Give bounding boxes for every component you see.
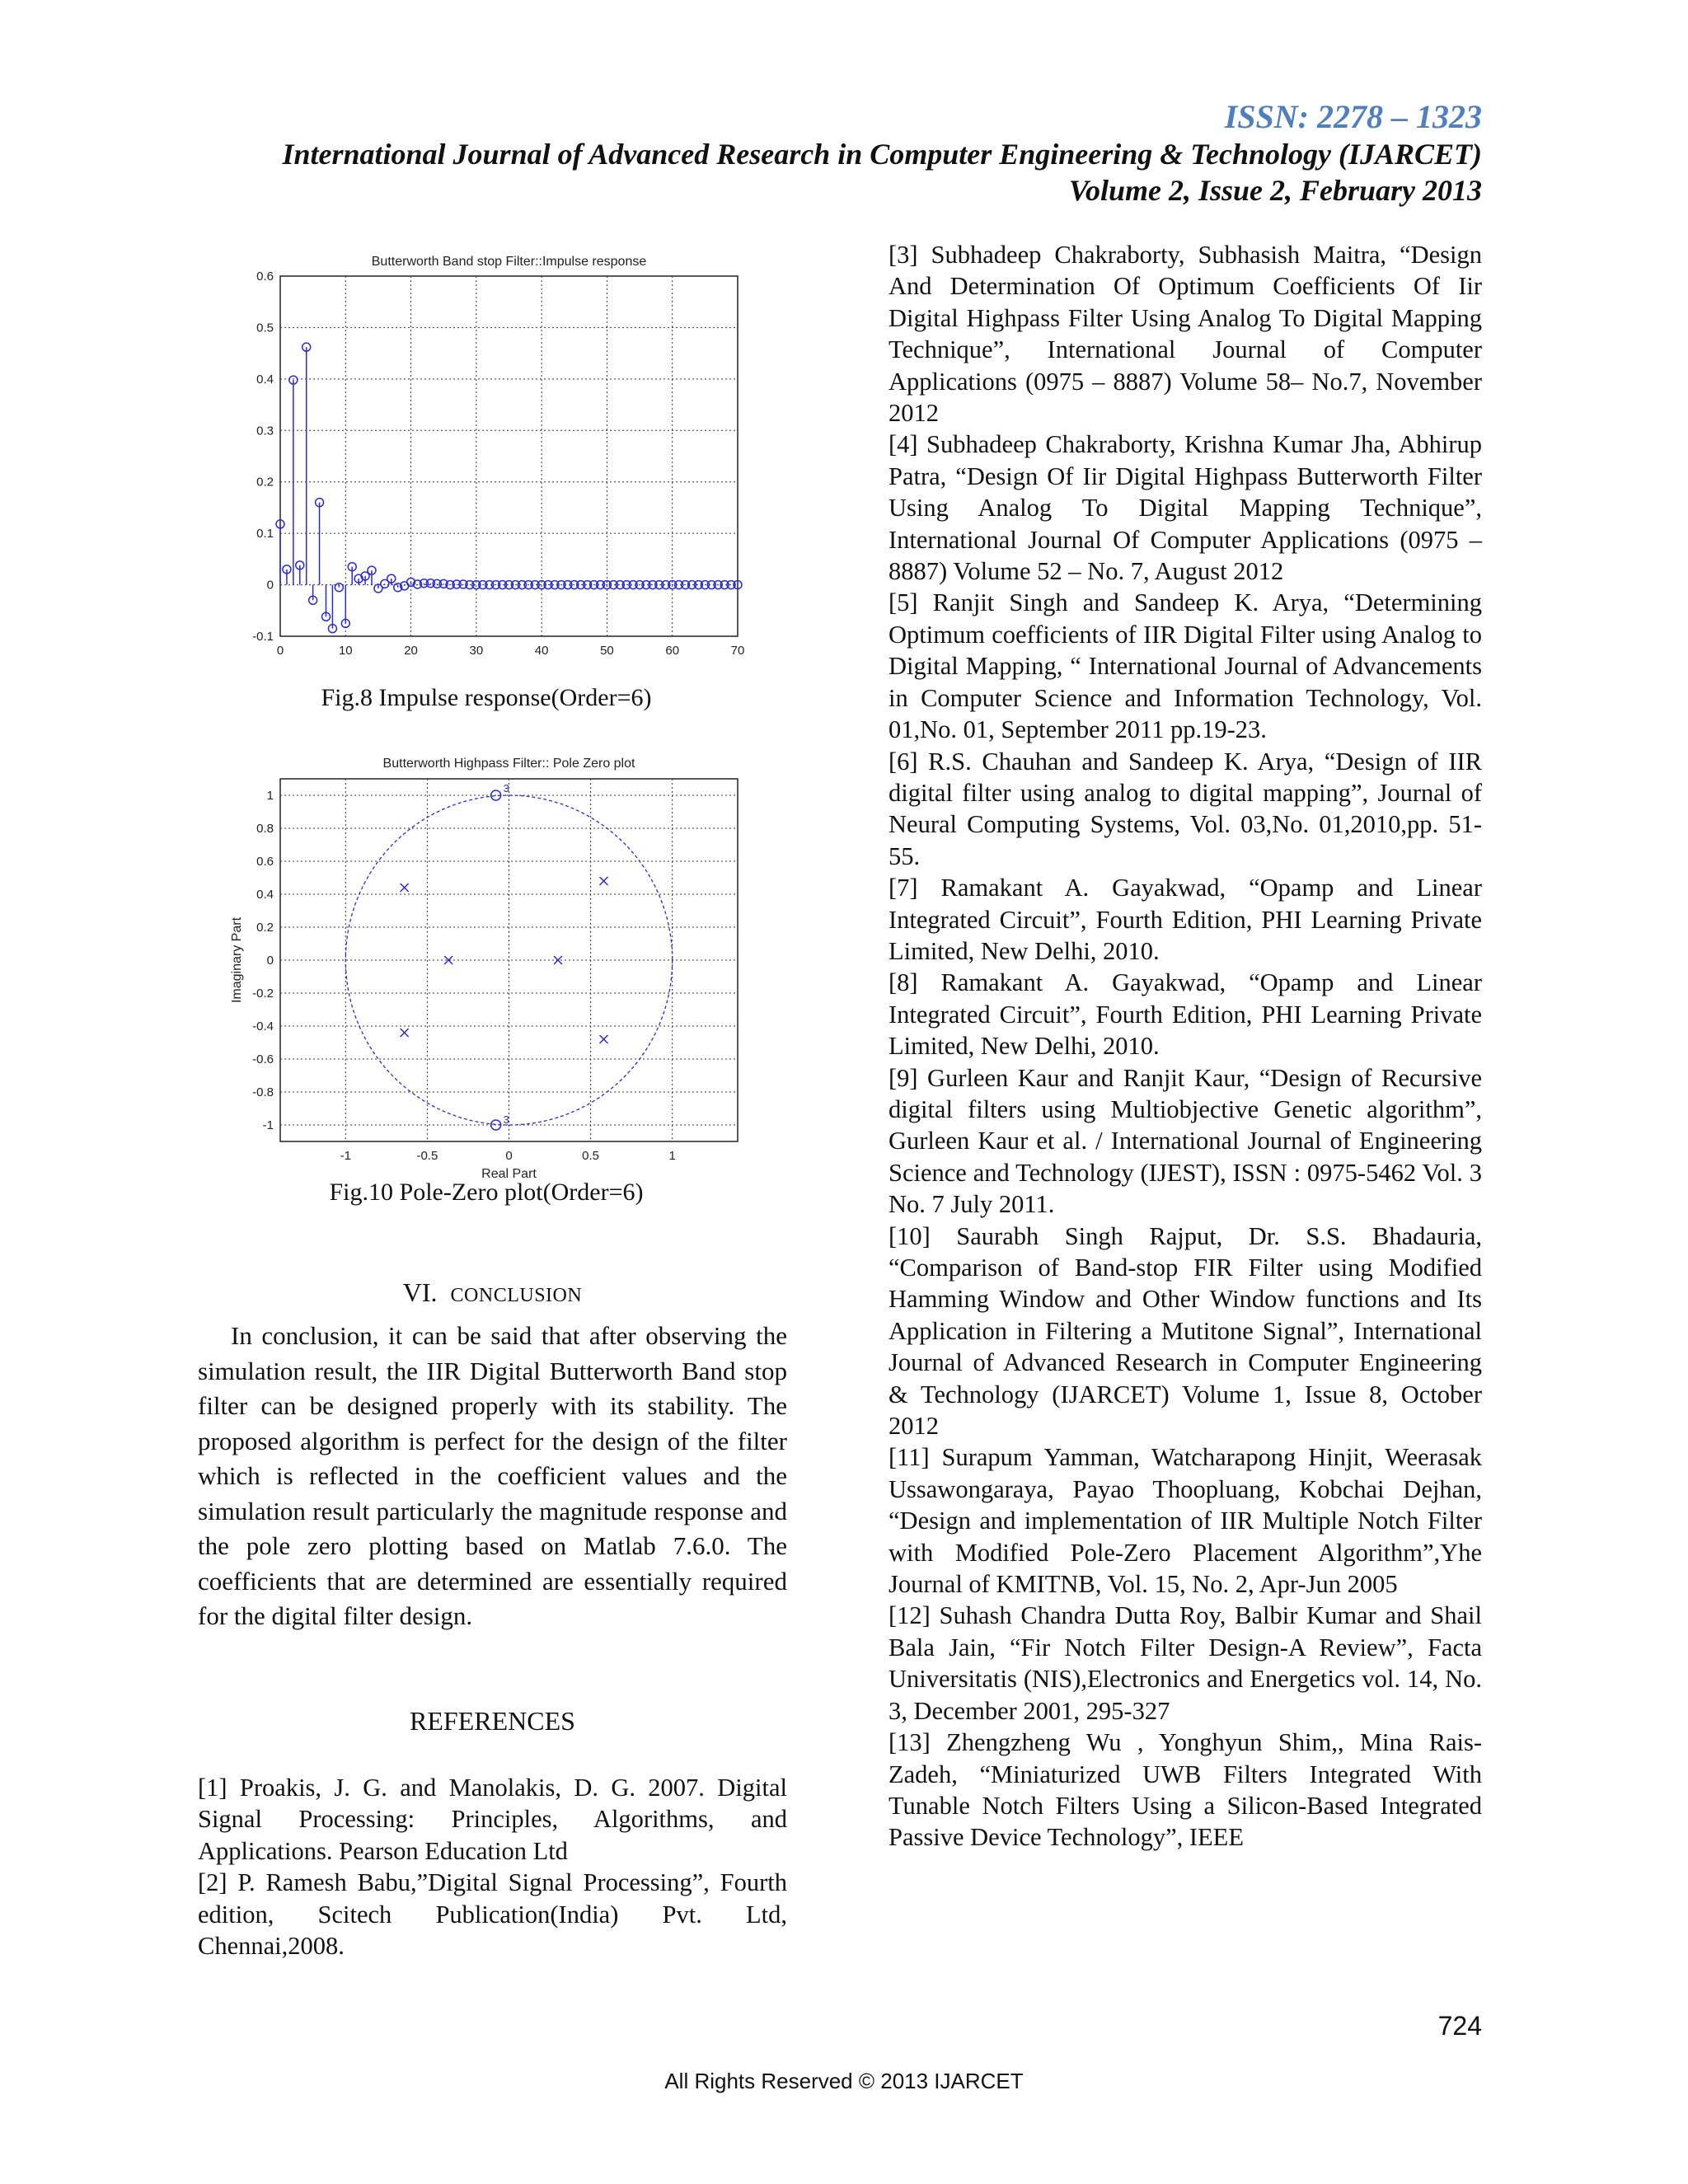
x-tick-label: 0 xyxy=(505,1149,513,1163)
conclusion-paragraph xyxy=(198,1319,787,1634)
conclusion-heading xyxy=(198,1277,787,1308)
y-tick-label: 0.4 xyxy=(256,888,274,902)
references-heading: REFERENCES xyxy=(410,1706,575,1736)
zero-multiplicity-label: 3 xyxy=(503,1113,509,1126)
y-tick-label: -0.1 xyxy=(252,630,274,644)
impulse-response-chart xyxy=(223,247,750,668)
x-tick-label: -0.5 xyxy=(416,1149,438,1163)
y-tick-label: 0 xyxy=(266,578,274,593)
y-tick-label: -0.6 xyxy=(252,1052,274,1066)
y-tick-label: 0.8 xyxy=(256,822,274,836)
y-tick-label: 0.6 xyxy=(256,269,274,284)
conclusion-text: In conclusion, it can be said that after observing the simulation result, the IIR Digital Butterworth Band stop filter can be designed properly with its stability. The proposed algorithm is perfect for the design of the filter which is reflected in the coefficient values and the simulation result particularly the magnitude response and the pole zero plotting based on Matlab 7.6.0. The coefficients that are determined are essentially required for the digital filter design. xyxy=(198,1321,787,1630)
references-right xyxy=(889,239,1482,1854)
x-tick-label: 0.5 xyxy=(582,1149,600,1163)
y-tick-label: 0.3 xyxy=(256,424,274,438)
y-tick-label: 0.4 xyxy=(256,372,274,387)
fig8-caption: Fig.8 Impulse response(Order=6) xyxy=(321,684,652,711)
reference-item: [7] Ramakant A. Gayakwad, “Opamp and Linear Integrated Circuit”, Fourth Edition, PHI Learning Private Limited, New Delhi, 2010. xyxy=(889,874,1482,965)
reference-item: [12] Suhash Chandra Dutta Roy, Balbir Kumar and Shail Bala Jain, “Fir Notch Filter Design-A Review”, Facta Universitatis (NIS),Electronics and Energetics vol. 14, No. 3, December 2001, 295-327 xyxy=(889,1601,1482,1725)
x-tick-label: 70 xyxy=(730,644,745,658)
x-tick-label: 0 xyxy=(276,644,284,658)
reference-item: [6] R.S. Chauhan and Sandeep K. Arya, “Design of IIR digital filter using analog to digital mapping”, Journal of Neural Computing Systems, Vol. 03,No. 01,2010,pp. 51-55. xyxy=(889,747,1482,870)
x-tick-label: 50 xyxy=(600,644,614,658)
y-tick-label: -0.4 xyxy=(252,1019,274,1033)
y-tick-label: -0.2 xyxy=(252,987,274,1001)
issn-header: ISSN: 2278 – 1323 xyxy=(1224,98,1482,135)
reference-item: [13] Zhengzheng Wu , Yonghyun Shim,, Mina Rais-Zadeh, “Miniaturized UWB Filters Integrated With Tunable Notch Filters Using a Silicon-Based Integrated Passive Device Technology”, IEEE xyxy=(889,1728,1482,1852)
reference-item: [11] Surapum Yamman, Watcharapong Hinjit, Weerasak Ussawongaraya, Payao Thoopluang, Kobchai Dejhan, “Design and implementation of IIR Multiple Notch Filter with Modified Pole-Zero Placement Algorithm”,Yhe Journal of KMITNB, Vol. 15, No. 2, Apr-Jun 2005 xyxy=(889,1443,1482,1599)
y-tick-label: -0.8 xyxy=(252,1085,274,1099)
zero-multiplicity-label: 3 xyxy=(503,782,509,794)
x-tick-label: 40 xyxy=(534,644,549,658)
y-tick-label: 0.2 xyxy=(256,921,274,935)
y-tick-label: -1 xyxy=(262,1118,274,1132)
x-tick-label: 20 xyxy=(404,644,418,658)
x-tick-label: -1 xyxy=(340,1149,351,1163)
x-axis-label: Real Part xyxy=(481,1167,537,1181)
chart-title: Butterworth Highpass Filter:: Pole Zero plot xyxy=(382,757,635,771)
conclusion-number: VI. xyxy=(402,1277,438,1307)
references-left xyxy=(198,1772,787,1961)
reference-item: [10] Saurabh Singh Rajput, Dr. S.S. Bhadauria, “Comparison of Band-stop FIR Filter using Modified Hamming Window and Other Window functions and Its Application in Filtering a Mutitone Signal”, International Journal of Advanced Research in Computer Engineering & Technology (IJARCET) Volume 1, Issue 8, October 2012 xyxy=(889,1221,1482,1441)
chart-title: Butterworth Band stop Filter::Impulse response xyxy=(371,255,647,269)
reference-item: [9] Gurleen Kaur and Ranjit Kaur, “Design of Recursive digital filters using Multiobjective Genetic algorithm”, Gurleen Kaur et al. / International Journal of Engineering Science and Technology (IJEST), ISSN : 0975-5462 Vol. 3 No. 7 July 2011. xyxy=(889,1063,1482,1219)
reference-item: [3] Subhadeep Chakraborty, Subhasish Maitra, “Design And Determination Of Optimum Coefficients Of Iir Digital Highpass Filter Using Analog To Digital Mapping Technique”, International Journal of Computer Applications (0975 – 8887) Volume 58– No.7, November 2012 xyxy=(889,241,1482,428)
page-footer: All Rights Reserved © 2013 IJARCET xyxy=(664,2069,1024,2093)
y-tick-label: 0.5 xyxy=(256,321,274,335)
y-tick-label: 0.2 xyxy=(256,475,274,490)
reference-item: [4] Subhadeep Chakraborty, Krishna Kumar Jha, Abhirup Patra, “Design Of Iir Digital Highpass Butterworth Filter Using Analog To Digital Mapping Technique”, International Journal Of Computer Applications (0975 – 8887) Volume 52 – No. 7, August 2012 xyxy=(889,430,1482,586)
y-axis-label: Imaginary Part xyxy=(230,916,244,1004)
x-tick-label: 30 xyxy=(469,644,484,658)
journal-title: International Journal of Advanced Research in Computer Engineering & Technology (IJARCET) xyxy=(282,138,1482,171)
y-tick-label: 0.6 xyxy=(256,855,274,869)
x-tick-label: 60 xyxy=(665,644,680,658)
fig10-caption: Fig.10 Pole-Zero plot(Order=6) xyxy=(329,1179,644,1206)
y-tick-label: 1 xyxy=(266,789,274,803)
y-tick-label: 0.1 xyxy=(256,527,274,541)
reference-item: [8] Ramakant A. Gayakwad, “Opamp and Linear Integrated Circuit”, Fourth Edition, PHI Learning Private Limited, New Delhi, 2010. xyxy=(889,968,1482,1061)
x-tick-label: 1 xyxy=(668,1149,676,1163)
x-tick-label: 10 xyxy=(338,644,353,658)
y-tick-label: 0 xyxy=(266,954,274,968)
reference-item: [2] P. Ramesh Babu,”Digital Signal Processing”, Fourth edition, Scitech Publication(India) Pvt. Ltd, Chennai,2008. xyxy=(198,1868,787,1961)
page-number: 724 xyxy=(1437,2011,1482,2041)
journal-volume: Volume 2, Issue 2, February 2013 xyxy=(1068,174,1482,207)
reference-item: [5] Ranjit Singh and Sandeep K. Arya, “Determining Optimum coefficients of IIR Digital Filter using Analog to Digital Mapping, “ International Journal of Advancements in Computer Science and Information Technology, Vol. 01,No. 01, September 2011 pp.19-23. xyxy=(889,588,1482,744)
reference-item: [1] Proakis, J. G. and Manolakis, D. G. 2007. Digital Signal Processing: Principles, Algorithms, and Applications. Pearson Education Ltd xyxy=(198,1774,787,1865)
pole-zero-chart xyxy=(223,746,750,1191)
conclusion-title: CONCLUSION xyxy=(450,1285,583,1306)
